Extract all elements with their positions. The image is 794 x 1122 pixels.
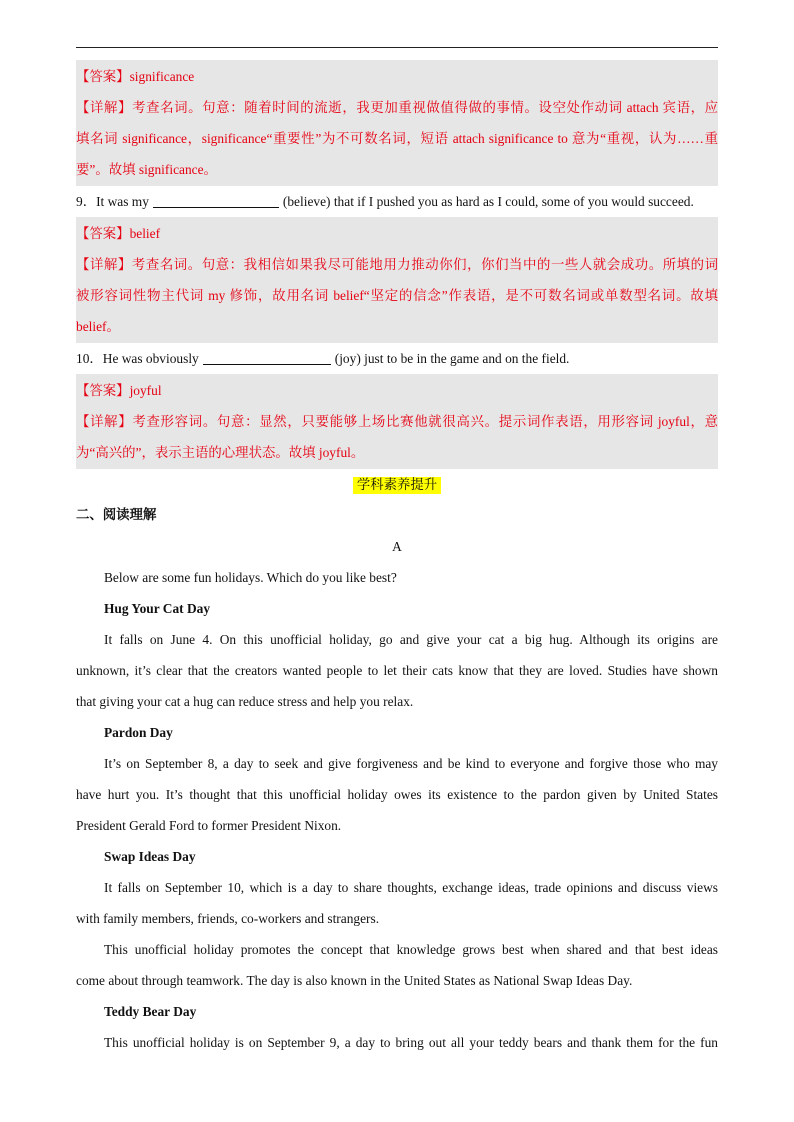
answer-line xyxy=(76,61,718,92)
answer-tag: 【答案】 xyxy=(76,69,130,84)
section-banner: 学科素养提升 xyxy=(353,477,441,494)
header-rule xyxy=(76,47,718,48)
question-stem: (believe) that if I pushed you as hard as I could, some of you would succeed. xyxy=(282,194,694,209)
holiday-heading: Hug Your Cat Day xyxy=(104,601,211,616)
detail-line xyxy=(76,249,718,280)
answer-line xyxy=(76,375,718,406)
question-stem: It was my xyxy=(96,194,149,209)
passage-letter: A xyxy=(392,539,402,554)
answer-block-q8 xyxy=(76,60,718,186)
answer-block-q9 xyxy=(76,217,718,343)
detail-tag: 【详解】 xyxy=(76,414,133,429)
detail-text: 考查名词。句意：我相信如果我尽可能地用力推动你们，你们当中的一些人就会成功。所填的词 xyxy=(131,257,719,272)
answer-blank xyxy=(203,350,331,365)
passage-line: This unofficial holiday promotes the concept that knowledge grows best when shared and that best ideas xyxy=(104,942,718,957)
answer-text: joyful xyxy=(129,383,162,398)
detail-text: 考查名词。句意：随着时间的流逝，我更加重视做值得做的事情。设空处作动词 attach 宾语，应 xyxy=(132,100,718,115)
detail-line: belief。 xyxy=(76,319,120,334)
question-stem: He was obviously xyxy=(102,351,199,366)
detail-line xyxy=(76,92,718,123)
answer-text: belief xyxy=(129,226,161,241)
detail-tag: 【详解】 xyxy=(76,100,133,115)
detail-line: 填名词 significance，significance“重要性”为不可数名词，短语 attach significance to 意为“重视，认为……重 xyxy=(76,131,718,146)
passage-intro: Below are some fun holidays. Which do you like best? xyxy=(104,570,397,585)
answer-block-q10 xyxy=(76,374,718,469)
detail-text: 考查形容词。句意：显然，只要能够上场比赛他就很高兴。提示词作表语，用形容词 joyful，意 xyxy=(132,414,718,429)
passage-line: It falls on September 10, which is a day to share thoughts, exchange ideas, trade opinions and discuss views xyxy=(104,880,718,895)
passage-line: President Gerald Ford to former President Nixon. xyxy=(76,818,342,833)
passage-line: with family members, friends, co-workers and strangers. xyxy=(76,911,380,926)
detail-line: 为“高兴的”，表示主语的心理状态。故填 joyful。 xyxy=(76,445,365,460)
question-9 xyxy=(76,186,718,217)
page-content xyxy=(76,60,718,1058)
answer-tag: 【答案】 xyxy=(76,383,130,398)
detail-line: 要”。故填 significance。 xyxy=(76,162,217,177)
section-banner-row xyxy=(76,469,718,500)
holiday-heading: Swap Ideas Day xyxy=(104,849,196,864)
passage-line: It falls on June 4. On this unofficial holiday, go and give your cat a big hug. Although its origins are xyxy=(104,632,718,647)
passage-line: have hurt you. It’s thought that this unofficial holiday owes its existence to the pardon given by United States xyxy=(76,787,718,802)
detail-tag: 【详解】 xyxy=(76,257,132,272)
passage-line: come about through teamwork. The day is also known in the United States as National Swap Ideas Day. xyxy=(76,973,633,988)
answer-text: significance xyxy=(129,69,195,84)
passage-line: This unofficial holiday is on September 9, a day to bring out all your teddy bears and thank them for the fun xyxy=(104,1035,718,1050)
question-number: 10． xyxy=(76,351,103,366)
question-number: 9． xyxy=(76,194,97,209)
detail-line xyxy=(76,406,718,437)
question-stem: (joy) just to be in the game and on the field. xyxy=(334,351,570,366)
passage-line: that giving your cat a hug can reduce stress and help you relax. xyxy=(76,694,414,709)
holiday-heading: Teddy Bear Day xyxy=(104,1004,197,1019)
question-10 xyxy=(76,343,718,374)
part-heading: 二、阅读理解 xyxy=(76,508,157,523)
passage-line: unknown, it’s clear that the creators wanted people to let their cats know that they are loved. Studies have shown xyxy=(76,663,718,678)
detail-line: 被形容词性物主代词 my 修饰，故用名词 belief“坚定的信念”作表语，是不可数名词或单数型名词。故填 xyxy=(76,288,718,303)
answer-line xyxy=(76,218,718,249)
answer-tag: 【答案】 xyxy=(76,226,130,241)
passage-line: It’s on September 8, a day to seek and give forgiveness and be kind to everyone and forgive those who may xyxy=(104,756,718,771)
holiday-heading: Pardon Day xyxy=(104,725,173,740)
reading-passage xyxy=(76,562,718,1058)
answer-blank xyxy=(153,193,279,208)
